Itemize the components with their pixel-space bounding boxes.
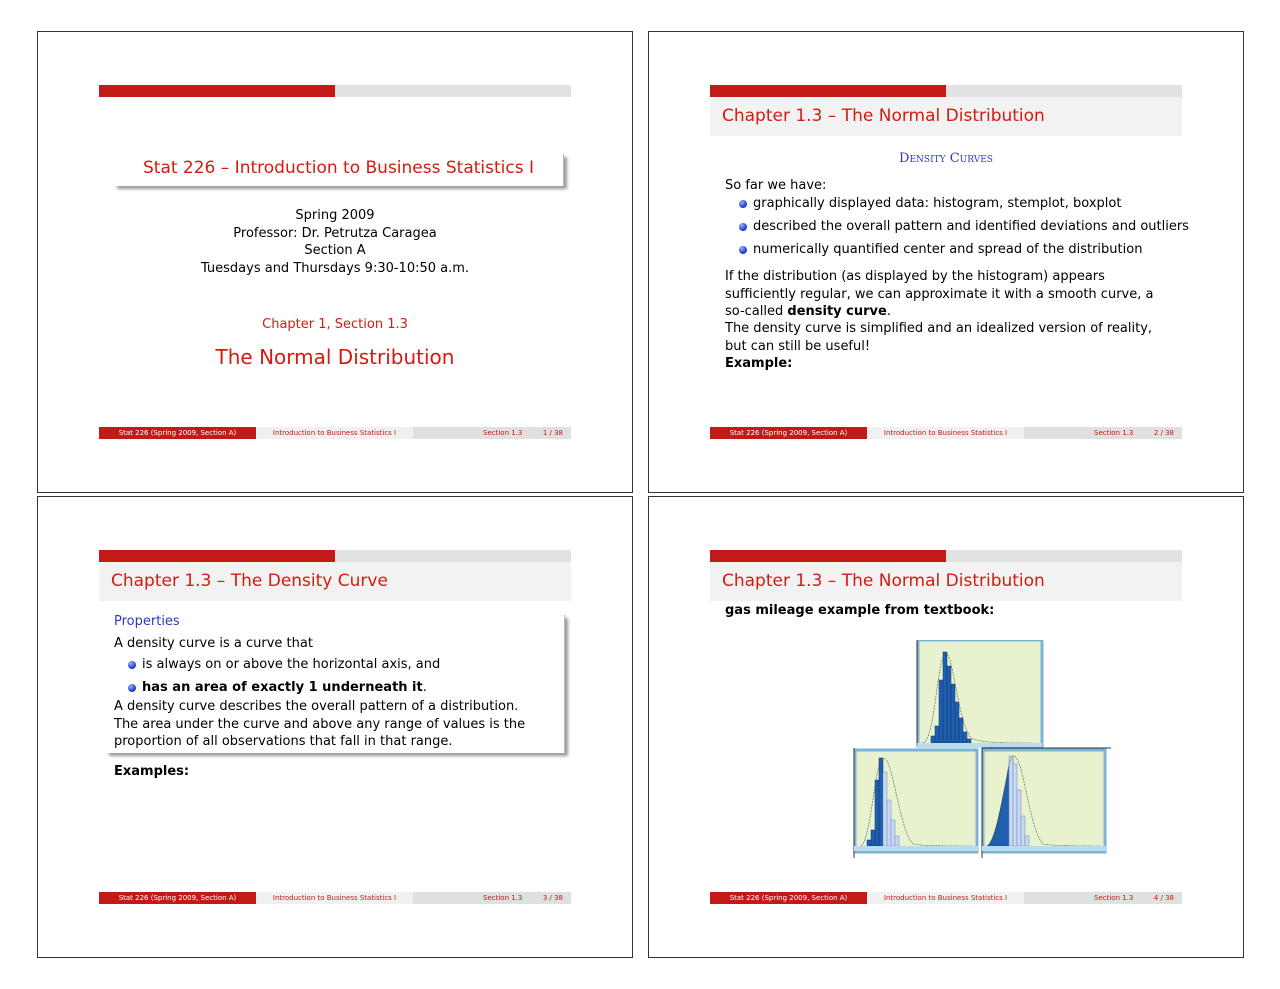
footer: [710, 892, 1182, 904]
footer-left: Stat 226 (Spring 2009, Section A): [99, 892, 256, 904]
footer: [99, 892, 571, 904]
frame-title: Chapter 1.3 – The Normal Distribution: [710, 562, 1182, 601]
list-item: numerically quantified center and spread of the distribution: [739, 241, 1189, 264]
bullet-icon: [739, 223, 747, 231]
page-number: 2 / 38: [1153, 429, 1174, 437]
section-heading: Density Curves: [899, 151, 993, 166]
header-bar: [710, 550, 1182, 562]
footer-left: Stat 226 (Spring 2009, Section A): [710, 427, 867, 439]
density-curve-term: density curve: [787, 304, 887, 319]
footer-middle: Introduction to Business Statistics I: [867, 892, 1024, 904]
bullet-icon: [128, 661, 136, 669]
footer-section: Section 1.3: [1094, 429, 1134, 437]
header-bar: [99, 85, 571, 97]
histogram-bottom-right: [982, 748, 1111, 858]
section: Section A: [304, 243, 366, 258]
header-bar: [99, 550, 571, 562]
frame-title: Chapter 1.3 – The Normal Distribution: [710, 97, 1182, 136]
page-number: 3 / 38: [542, 894, 563, 902]
slide-1: [37, 31, 633, 493]
histogram-bottom-left: [854, 748, 978, 858]
histogram-figure: [853, 640, 1111, 858]
page-number: 1 / 38: [542, 429, 563, 437]
footer-section: Section 1.3: [483, 894, 523, 902]
examples-label: Examples:: [114, 764, 190, 779]
bullet-icon: [739, 200, 747, 208]
list-item: graphically displayed data: histogram, stemplot, boxplot: [739, 195, 1189, 218]
block-title: Properties: [114, 614, 180, 629]
list-item: described the overall pattern and identified deviations and outliers: [739, 218, 1189, 241]
footer: [710, 427, 1182, 439]
bullet-icon: [128, 684, 136, 692]
frame-title: Chapter 1.3 – The Density Curve: [99, 562, 571, 601]
slide-2: [648, 31, 1244, 493]
paragraph: A density curve describes the overall pattern of a distribution. The area under the curve and above any range of values is the proportion of all observations that fall in that range.: [114, 699, 526, 749]
footer-section: Section 1.3: [483, 429, 523, 437]
bullet-list: [739, 195, 1189, 264]
slide-3: [37, 496, 633, 958]
page-number: 4 / 38: [1153, 894, 1174, 902]
topic-title: The Normal Distribution: [215, 345, 455, 369]
intro-text: So far we have:: [725, 178, 827, 193]
header-bar: [710, 85, 1182, 97]
course-title-box: [114, 154, 564, 186]
bullet-icon: [739, 246, 747, 254]
footer: [99, 427, 571, 439]
footer-middle: Introduction to Business Statistics I: [256, 892, 413, 904]
paragraph-1: If the distribution (as displayed by the histogram) appears sufficiently regular, we can approximate it with a smooth curve, a so-called density curve.: [725, 269, 1154, 319]
list-item: has an area of exactly 1 underneath it.: [128, 679, 440, 702]
schedule: Tuesdays and Thursdays 9:30-10:50 a.m.: [200, 260, 470, 276]
list-item: is always on or above the horizontal axis, and: [128, 656, 440, 679]
slide-4: [648, 496, 1244, 958]
term: Spring 2009: [295, 208, 375, 223]
professor: Professor: Dr. Petrutza Caragea: [233, 225, 437, 241]
footer-section: Section 1.3: [1094, 894, 1134, 902]
example-label: Example:: [725, 356, 793, 371]
intro-text: A density curve is a curve that: [114, 636, 313, 651]
course-info: [99, 207, 571, 277]
course-title: Stat 226 – Introduction to Business Statistics I: [142, 158, 535, 178]
footer-left: Stat 226 (Spring 2009, Section A): [710, 892, 867, 904]
paragraph-2: The density curve is simplified and an idealized version of reality, but can still be useful!: [725, 321, 1153, 354]
chapter-label: Chapter 1, Section 1.3: [262, 317, 408, 332]
caption: gas mileage example from textbook:: [725, 603, 995, 618]
bullet-list: [128, 656, 440, 702]
histogram-top: [917, 640, 1042, 747]
footer-middle: Introduction to Business Statistics I: [256, 427, 413, 439]
footer-middle: Introduction to Business Statistics I: [867, 427, 1024, 439]
footer-left: Stat 226 (Spring 2009, Section A): [99, 427, 256, 439]
